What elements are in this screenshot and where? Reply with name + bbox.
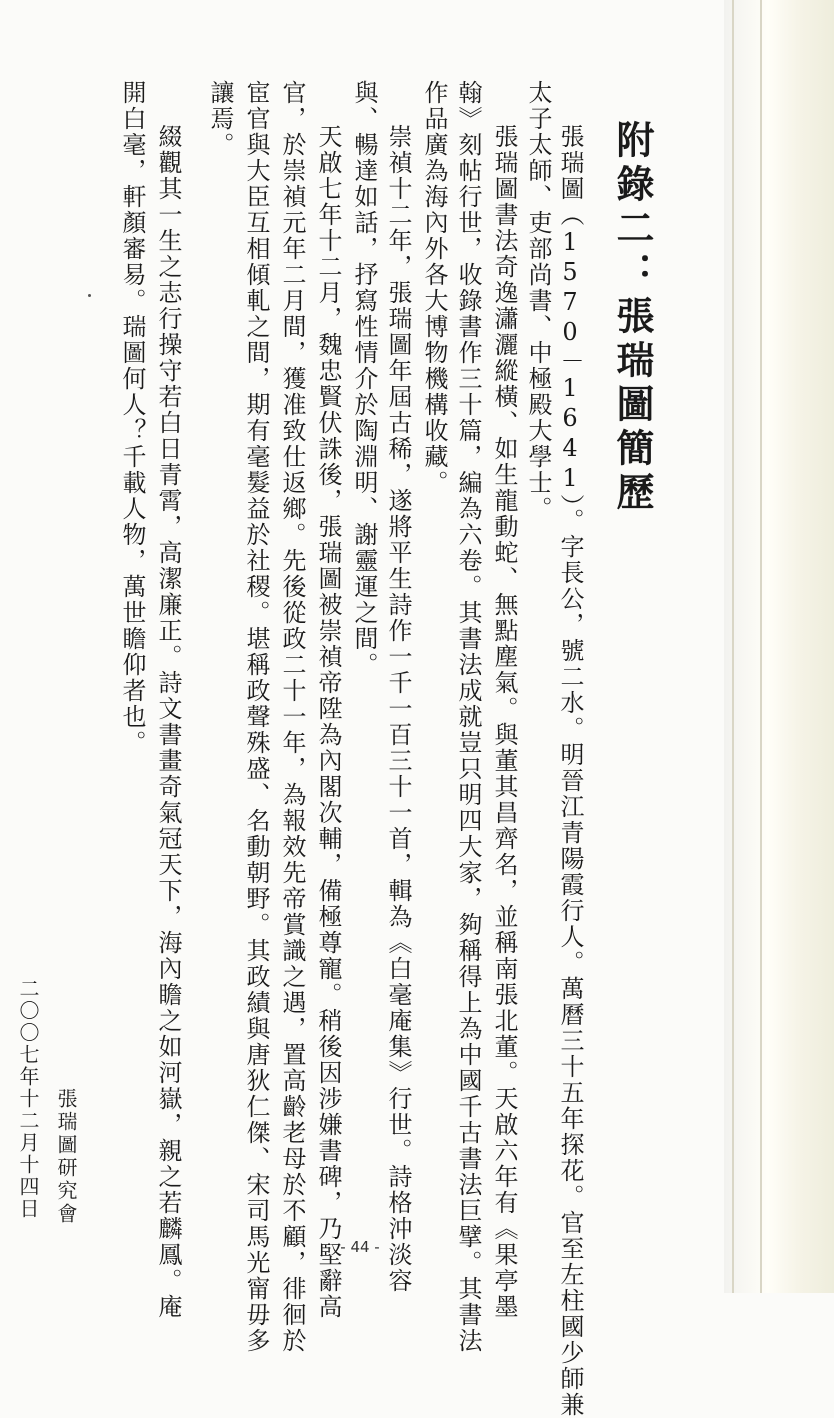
text-column: 宦官與大臣互相傾軋之間，期有毫髮益於社稷。堪稱政聲殊盛、名動朝野。其政績與唐狄仁傑、宋司馬光甯毋多: [242, 80, 270, 1354]
signature-date: 二〇〇七年十二月十四日: [16, 978, 40, 1220]
text-column: 作品廣為海內外各大博物機構收藏。: [420, 80, 448, 496]
page-edge-line: [732, 0, 734, 1293]
text-column: 張瑞圖書法奇逸瀟灑縱橫、如生龍動蛇、無點塵氣。與董其昌齊名，並稱南張北董。天啟六年有《果亭墨: [490, 124, 518, 1320]
page-number: - 44 -: [340, 1238, 380, 1256]
text-column: 與、暢達如話，抒寫性情介於陶淵明、謝靈運之間。: [350, 80, 378, 678]
text-column: 崇禎十二年，張瑞圖年屆古稀，遂將平生詩作一千一百三十一首，輯為《白毫庵集》行世。詩格沖淡容: [384, 124, 412, 1294]
text-column: 讓焉。: [206, 80, 234, 158]
text-column: 開白毫，軒顏審易。瑞圖何人？千載人物，萬世瞻仰者也。: [118, 80, 146, 756]
page-edge: [724, 0, 834, 1293]
text-column: 翰》刻帖行世，收錄書作三十篇，編為六卷。其書法成就豈只明四大家，夠稱得上為中國千古書法巨擘。其書法: [454, 80, 482, 1354]
page-title: 附錄二：張瑞圖簡歷: [610, 120, 655, 516]
text-column: 太子太師、吏部尚書、中極殿大學士。: [524, 80, 552, 522]
text-column: 張瑞圖（1570－1641）。字長公，號二水。明晉江青陽霞行人。萬曆三十五年探花。官至左柱國少師兼: [556, 124, 584, 1418]
ink-speck: [88, 294, 91, 297]
signature-org: 張瑞圖研究會: [54, 1088, 78, 1226]
page-edge-line: [760, 0, 762, 1293]
text-column: 官，於崇禎元年二月間，獲准致仕返鄉。先後從政二十一年，為報效先帝賞識之遇，置高齡老母於不顧，徘徊於: [278, 80, 306, 1354]
text-column: 天啟七年十二月，魏忠賢伏誅後，張瑞圖被崇禎帝陞為內閣次輔，備極尊寵。稍後因涉嫌書碑，乃堅辭高: [314, 124, 342, 1320]
text-column: 綴觀其一生之志行操守若白日青霄，高潔廉正。詩文書畫奇氣冠天下，海內瞻之如河嶽，親之若麟鳳。庵: [154, 124, 182, 1320]
